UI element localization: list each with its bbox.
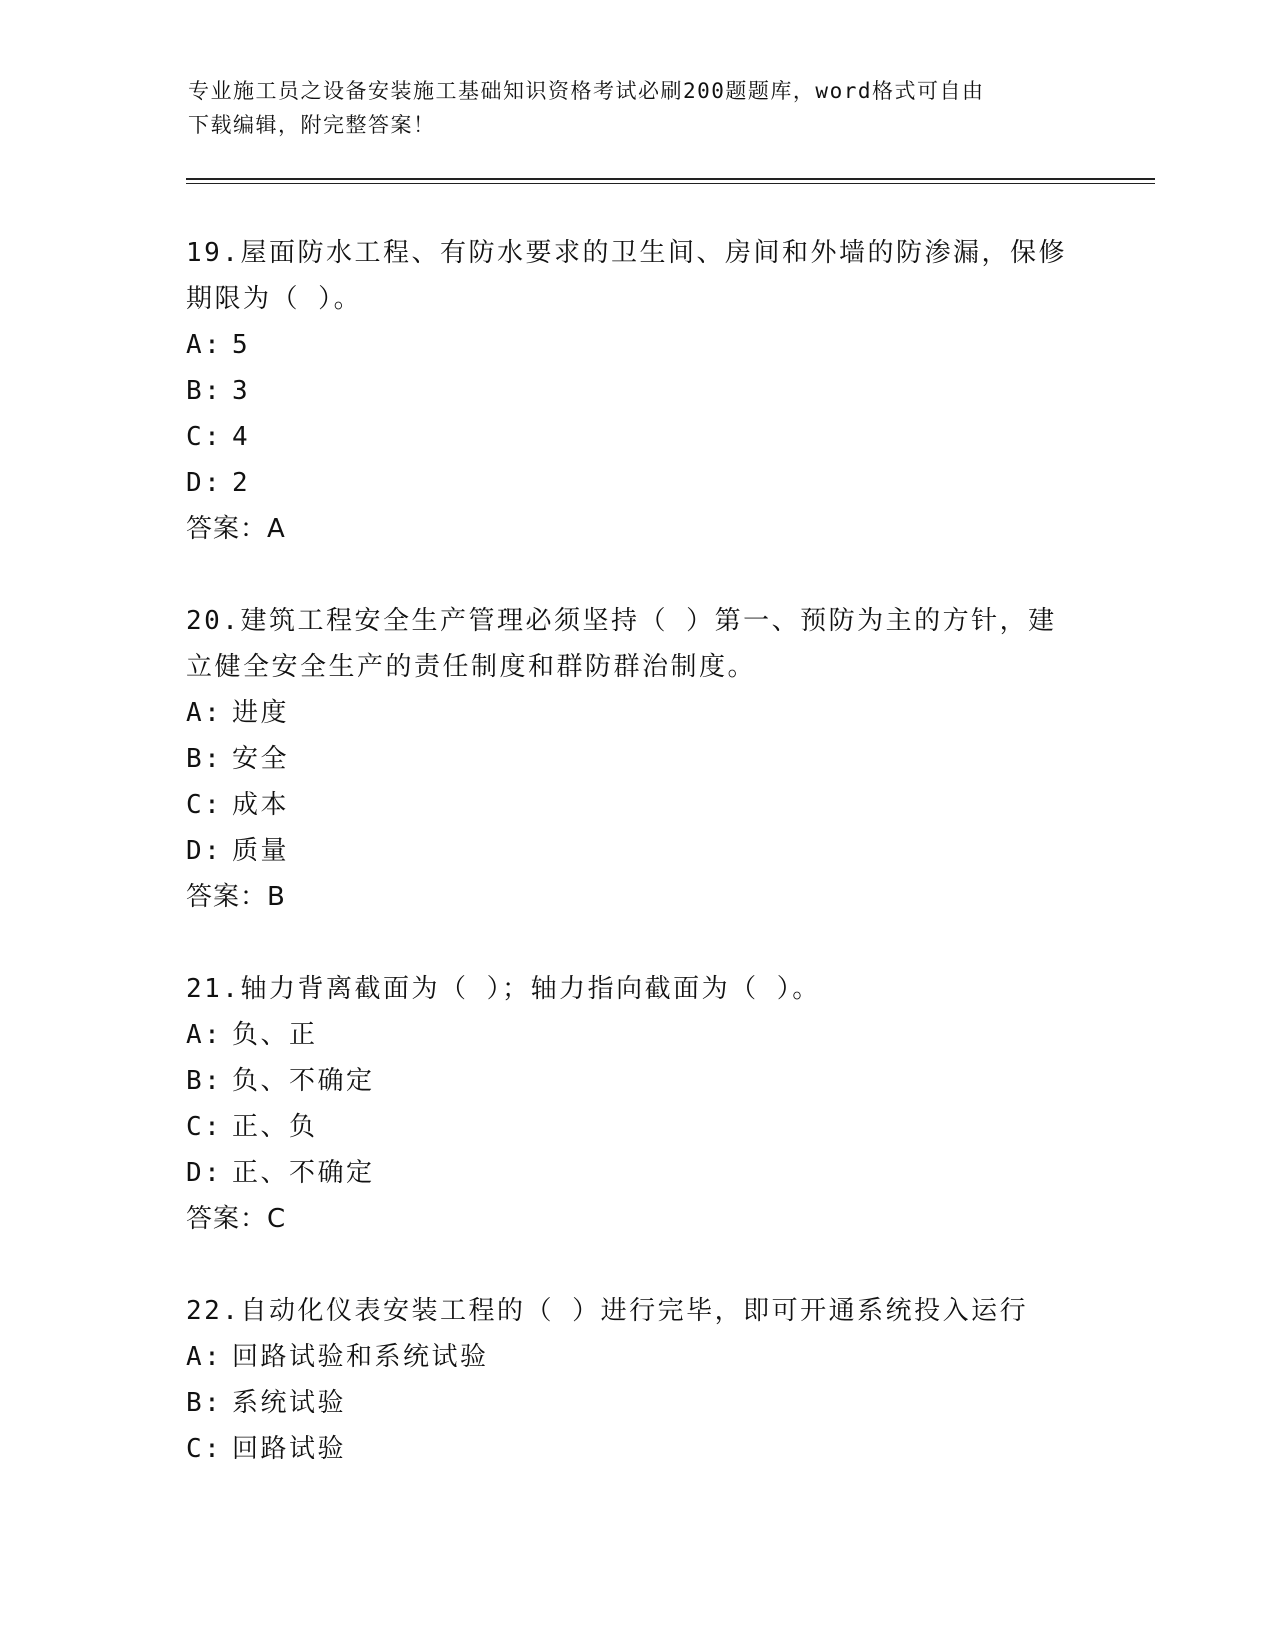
option-letter: B: <box>186 744 223 774</box>
header-divider-bottom <box>186 183 1155 184</box>
option-letter: C: <box>186 1112 223 1142</box>
option-d <box>186 460 1086 506</box>
option-c <box>186 782 1086 828</box>
option-c <box>186 1104 1086 1150</box>
option-text: 正、不确定 <box>232 1158 375 1188</box>
option-text: 3 <box>232 376 251 406</box>
option-letter: B: <box>186 1066 223 1096</box>
option-text: 系统试验 <box>232 1388 347 1418</box>
question-list <box>186 230 1086 1518</box>
option-text: 进度 <box>232 698 290 728</box>
option-letter: D: <box>186 1158 223 1188</box>
option-c <box>186 1426 1086 1472</box>
question-stem-continued: 立健全安全生产的责任制度和群防群治制度。 <box>186 652 757 682</box>
option-text: 负、正 <box>232 1020 318 1050</box>
option-c <box>186 414 1086 460</box>
question-stem-continued: 期限为（ ）。 <box>186 284 363 314</box>
answer-line: 答案：A <box>186 514 286 544</box>
option-letter: A: <box>186 1020 223 1050</box>
option-d <box>186 1150 1086 1196</box>
option-letter: A: <box>186 330 223 360</box>
document-header <box>188 74 1088 142</box>
answer-line: 答案：B <box>186 882 286 912</box>
option-letter: B: <box>186 1388 223 1418</box>
option-letter: D: <box>186 836 223 866</box>
option-text: 负、不确定 <box>232 1066 375 1096</box>
header-divider-top <box>186 178 1155 180</box>
option-a <box>186 1334 1086 1380</box>
option-a <box>186 322 1086 368</box>
option-letter: C: <box>186 1434 223 1464</box>
question-22 <box>186 1288 1086 1472</box>
option-text: 回路试验和系统试验 <box>232 1342 489 1372</box>
option-b <box>186 736 1086 782</box>
option-a <box>186 1012 1086 1058</box>
option-letter: C: <box>186 422 223 452</box>
option-text: 安全 <box>232 744 290 774</box>
option-text: 回路试验 <box>232 1434 347 1464</box>
option-d <box>186 828 1086 874</box>
option-b <box>186 368 1086 414</box>
option-text: 正、负 <box>232 1112 318 1142</box>
option-letter: A: <box>186 698 223 728</box>
option-b <box>186 1058 1086 1104</box>
option-b <box>186 1380 1086 1426</box>
question-stem: 22.自动化仪表安装工程的（ ）进行完毕，即可开通系统投入运行 <box>186 1296 1029 1326</box>
question-stem: 20.建筑工程安全生产管理必须坚持（ ）第一、预防为主的方针，建 <box>186 606 1057 636</box>
question-stem: 19.屋面防水工程、有防水要求的卫生间、房间和外墙的防渗漏，保修 <box>186 238 1067 268</box>
option-letter: D: <box>186 468 223 498</box>
option-letter: C: <box>186 790 223 820</box>
option-text: 成本 <box>232 790 290 820</box>
option-text: 质量 <box>232 836 290 866</box>
option-letter: A: <box>186 1342 223 1372</box>
question-19 <box>186 230 1086 552</box>
option-text: 5 <box>232 330 251 360</box>
answer-line: 答案：C <box>186 1204 287 1234</box>
option-text: 4 <box>232 422 251 452</box>
question-21 <box>186 966 1086 1242</box>
option-letter: B: <box>186 376 223 406</box>
option-a <box>186 690 1086 736</box>
option-text: 2 <box>232 468 251 498</box>
header-line-1: 专业施工员之设备安装施工基础知识资格考试必刷200题题库，word格式可自由 <box>188 79 985 103</box>
question-20 <box>186 598 1086 920</box>
question-stem: 21.轴力背离截面为（ ）；轴力指向截面为（ ）。 <box>186 974 821 1004</box>
header-line-2: 下载编辑，附完整答案！ <box>188 113 436 137</box>
